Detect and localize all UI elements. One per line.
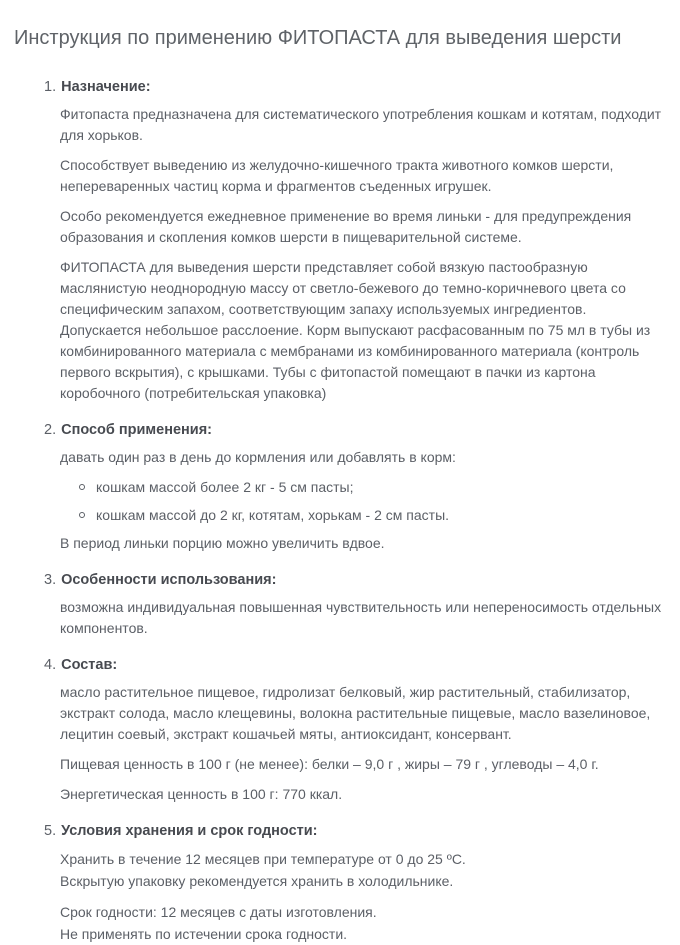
section-heading-row	[44, 655, 664, 675]
section-heading-row	[44, 821, 664, 841]
paragraph: Фитопаста предназначена для систематического употребления кошкам и котятам, подходит для хорьков.	[60, 106, 662, 143]
section-purpose	[14, 77, 664, 404]
section-heading: Условия хранения и срок годности:	[61, 823, 318, 839]
section-heading: Способ применения:	[61, 422, 212, 438]
list-item-text: кошкам массой до 2 кг, котятам, хорькам - 2 см пасты.	[96, 507, 450, 523]
section-heading: Особенности использования:	[61, 572, 277, 588]
section-number: 1.	[44, 79, 57, 95]
section-special-notes	[14, 570, 664, 639]
circle-bullet-icon	[79, 484, 85, 490]
storage-line: Хранить в течение 12 месяцев при температуре от 0 до 25 ºС.	[60, 851, 466, 867]
section-composition	[14, 655, 664, 805]
paragraph: возможна индивидуальная повышенная чувствительность или непереносимость отдельных компонентов.	[60, 599, 662, 636]
section-storage	[14, 821, 664, 945]
section-heading-row	[44, 77, 664, 97]
section-heading-row	[44, 420, 664, 440]
paragraph: Энергетическая ценность в 100 г: 770 ккал.	[60, 786, 343, 802]
paragraph: давать один раз в день до кормления или добавлять в корм:	[60, 449, 456, 465]
section-body	[60, 848, 664, 945]
paragraph: ФИТОПАСТА для выведения шерсти представляет собой вязкую пастообразную маслянистую неоднородную массу от светло-бежевого до темно-коричневого цвета со специфическим запахом, соответствующим запаху используемых ингредиентов. Допускается небольшое расслоение. Корм выпускают расфасованным по 75 мл в тубы из комбинированного материала с мембранами из комбинированного материала (контроль первого вскрытия), с крышками. Тубы с фитопастой помещают в пачки из картона коробочного (потребительская упаковка)	[60, 259, 651, 401]
section-body	[60, 447, 664, 554]
shelf-life-line: Не применять по истечении срока годности.	[60, 926, 348, 942]
shelf-life-line: Срок годности: 12 месяцев с даты изготовления.	[60, 904, 377, 920]
section-heading-row	[44, 570, 664, 590]
list-item	[79, 505, 664, 526]
storage-line: Вскрытую упаковку рекомендуется хранить в холодильнике.	[60, 873, 454, 889]
section-body	[60, 104, 664, 404]
list-item-text: кошкам массой более 2 кг - 5 см пасты;	[96, 479, 354, 495]
paragraph: Способствует выведению из желудочно-кишечного тракта животного комков шерсти, непереваренных частиц корма и фрагментов съеденных игрушек.	[60, 157, 614, 194]
section-heading: Состав:	[61, 657, 118, 673]
circle-bullet-icon	[79, 512, 85, 518]
paragraph: Пищевая ценность в 100 г (не менее): белки – 9,0 г , жиры – 79 г , углеводы – 4,0 г.	[60, 756, 599, 772]
dosage-list	[60, 477, 664, 526]
section-body	[60, 682, 664, 805]
page-title: Инструкция по применению ФИТОПАСТА для выведения шерсти	[14, 27, 622, 49]
section-usage	[14, 420, 664, 554]
paragraph	[60, 901, 664, 945]
section-body	[60, 597, 664, 639]
paragraph: Особо рекомендуется ежедневное применение во время линьки - для предупреждения образования и скопления комков шерсти в пищеварительной системе.	[60, 208, 632, 245]
section-number: 4.	[44, 657, 57, 673]
paragraph	[60, 848, 664, 892]
section-number: 2.	[44, 422, 57, 438]
section-number: 3.	[44, 572, 57, 588]
paragraph: В период линьки порцию можно увеличить вдвое.	[60, 535, 385, 551]
section-number: 5.	[44, 823, 57, 839]
section-heading: Назначение:	[61, 79, 151, 95]
paragraph: масло растительное пищевое, гидролизат белковый, жир растительный, стабилизатор, экстракт солода, масло клещевины, волокна растительные пищевые, масло вазелиновое, лецитин соевый, экстракт кошачьей мяты, антиоксидант, консервант.	[60, 684, 651, 742]
list-item	[79, 477, 664, 498]
